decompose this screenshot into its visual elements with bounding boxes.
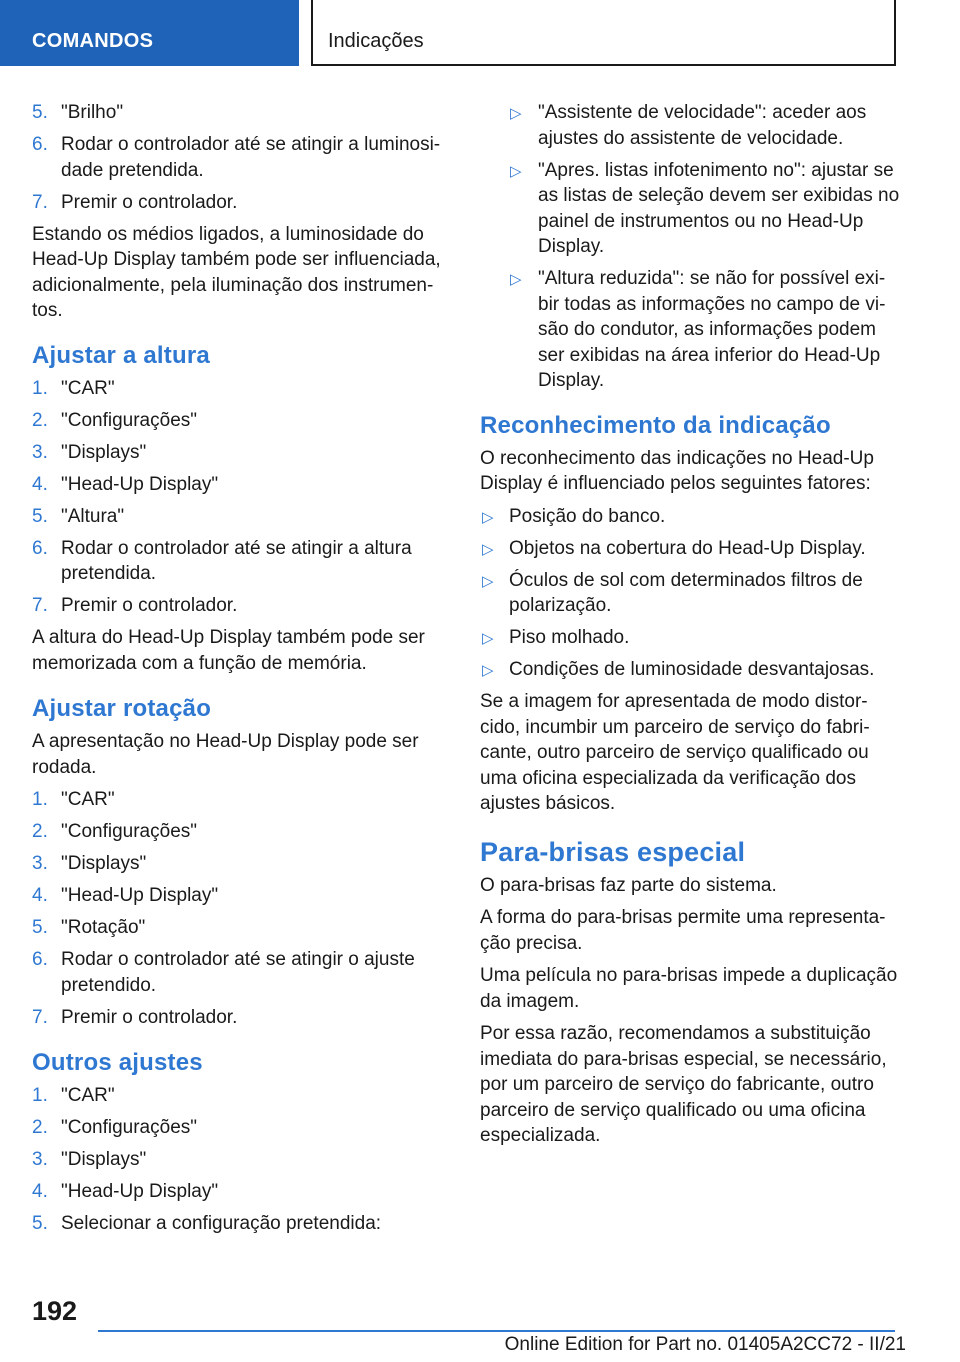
step-number: 6. bbox=[32, 134, 48, 155]
bullet-item bbox=[480, 625, 900, 651]
step-number: 5. bbox=[32, 917, 48, 938]
left-column bbox=[32, 100, 444, 1243]
step-item bbox=[32, 819, 444, 845]
bullet-item bbox=[480, 100, 900, 151]
step-text: "Configurações" bbox=[61, 821, 198, 842]
other-settings-steps bbox=[32, 1083, 444, 1237]
bullet-text: Posição do banco. bbox=[509, 505, 666, 527]
step-item bbox=[32, 1115, 444, 1141]
step-number: 3. bbox=[32, 853, 48, 874]
triangle-bullet-icon: ▷ bbox=[482, 572, 494, 590]
bullet-item bbox=[480, 568, 900, 619]
step-item bbox=[32, 1083, 444, 1109]
triangle-bullet-icon: ▷ bbox=[510, 271, 522, 288]
triangle-bullet-icon: ▷ bbox=[482, 630, 494, 647]
bullet-item bbox=[480, 536, 900, 562]
step-number: 4. bbox=[32, 885, 48, 906]
page-number: 192 bbox=[32, 1296, 78, 1326]
bullet-text: Condições de luminosidade desvantajosas. bbox=[509, 659, 875, 680]
step-item bbox=[32, 851, 444, 877]
step-text: "Brilho" bbox=[61, 102, 124, 123]
step-number: 1. bbox=[32, 377, 48, 399]
section-tab: COMANDOS bbox=[0, 0, 299, 66]
step-number: 5. bbox=[32, 102, 48, 123]
step-number: 7. bbox=[32, 595, 48, 616]
heading-outros-ajustes: Outros ajustes bbox=[32, 1049, 203, 1076]
bullet-item bbox=[480, 504, 900, 530]
bullet-text: Piso molhado. bbox=[509, 627, 630, 648]
step-item bbox=[32, 915, 444, 941]
step-text: Premir o controlador. bbox=[61, 1006, 238, 1028]
step-item bbox=[32, 1147, 444, 1173]
step-text: "Head-Up Display" bbox=[61, 473, 219, 495]
height-steps bbox=[32, 376, 444, 619]
triangle-bullet-icon: ▷ bbox=[482, 508, 494, 526]
intro-paragraph: Estando os médios ligados, a luminosidade do Head-Up Display também pode ser influenciada, adicionalmente, pela iluminação dos instrumen‐tos. bbox=[32, 223, 441, 321]
factors-list bbox=[480, 504, 900, 683]
step-item bbox=[32, 132, 444, 183]
step-text: "Displays" bbox=[61, 1149, 147, 1170]
step-item bbox=[32, 472, 444, 498]
step-number: 2. bbox=[32, 821, 48, 842]
bullet-item bbox=[480, 266, 900, 394]
step-number: 6. bbox=[32, 537, 48, 559]
footer-divider bbox=[98, 1330, 895, 1332]
bullet-text: "Apres. listas infotenimento no": ajustar se as listas de seleção devem ser exibidas no painel de instrumentos ou no Head-Up Display. bbox=[538, 159, 900, 257]
brightness-steps bbox=[32, 100, 444, 215]
chapter-title: Indicações bbox=[311, 0, 896, 66]
bullet-item bbox=[480, 158, 900, 260]
page-header bbox=[0, 0, 960, 66]
step-item bbox=[32, 536, 444, 587]
step-text: "Head-Up Display" bbox=[61, 1181, 219, 1202]
recognition-paragraph: O reconhecimento das indicações no Head-Up Display é influenciado pelos seguintes fatores: bbox=[480, 447, 874, 494]
height-paragraph: A altura do Head-Up Display também pode ser memorizada com a função de memória. bbox=[32, 627, 425, 674]
step-text: "Configurações" bbox=[61, 1117, 198, 1138]
step-text: Selecionar a configuração pretendida: bbox=[61, 1213, 382, 1234]
step-text: "Configurações" bbox=[61, 409, 198, 431]
step-number: 3. bbox=[32, 441, 48, 463]
step-number: 5. bbox=[32, 505, 48, 527]
step-item bbox=[32, 593, 444, 619]
step-text: "Displays" bbox=[61, 441, 147, 463]
step-text: Premir o controlador. bbox=[61, 191, 238, 213]
step-text: "CAR" bbox=[61, 789, 115, 810]
step-item bbox=[32, 1179, 444, 1205]
triangle-bullet-icon: ▷ bbox=[482, 662, 494, 679]
windshield-paragraph-2: A forma do para-brisas permite uma representa‐ção precisa. bbox=[480, 907, 886, 954]
heading-para-brisas: Para-brisas especial bbox=[480, 836, 746, 867]
step-item bbox=[32, 883, 444, 909]
step-number: 6. bbox=[32, 949, 48, 970]
edition-note: Online Edition for Part no. 01405A2CC72 - II/21 bbox=[504, 1334, 906, 1355]
step-text: "Displays" bbox=[61, 853, 147, 874]
step-text: "Altura" bbox=[61, 505, 125, 527]
step-number: 1. bbox=[32, 789, 48, 810]
step-text: "Head-Up Display" bbox=[61, 885, 219, 906]
rotation-paragraph: A apresentação no Head-Up Display pode ser rodada. bbox=[32, 731, 419, 778]
step-item bbox=[32, 1005, 444, 1031]
bullet-text: Objetos na cobertura do Head-Up Display. bbox=[509, 537, 866, 559]
step-text: "CAR" bbox=[61, 377, 115, 399]
step-number: 4. bbox=[32, 473, 48, 495]
step-number: 1. bbox=[32, 1085, 48, 1106]
distortion-paragraph: Se a imagem for apresentada de modo distor‐cido, incumbir um parceiro de serviço do fabri‐cante, outro parceiro de serviço qualificado ou uma oficina especializada da verificação dos ajustes básicos. bbox=[480, 691, 870, 814]
step-number: 3. bbox=[32, 1149, 48, 1170]
step-item bbox=[32, 190, 444, 216]
windshield-paragraph-4: Por essa razão, recomendamos a substituição imediata do para-brisas especial, se necessário, por um parceiro de serviço do fabricante, outro parceiro de serviço qualificado ou uma oficina especializada. bbox=[480, 1023, 887, 1146]
step-text: Rodar o controlador até se atingir o ajuste pretendido. bbox=[61, 949, 415, 996]
triangle-bullet-icon: ▷ bbox=[510, 105, 522, 122]
step-item bbox=[32, 787, 444, 813]
step-text: Rodar o controlador até se atingir a luminosi‐dade pretendida. bbox=[61, 134, 441, 181]
triangle-bullet-icon: ▷ bbox=[482, 540, 494, 558]
step-item bbox=[32, 1211, 444, 1237]
step-item bbox=[32, 100, 444, 126]
step-text: "Rotação" bbox=[61, 917, 146, 938]
step-text: Rodar o controlador até se atingir a altura pretendida. bbox=[61, 537, 412, 584]
windshield-paragraph-1: O para-brisas faz parte do sistema. bbox=[480, 874, 777, 896]
bullet-text: "Assistente de velocidade": aceder aos ajustes do assistente de velocidade. bbox=[538, 102, 867, 149]
step-item bbox=[32, 947, 444, 998]
step-item bbox=[32, 440, 444, 466]
step-text: "CAR" bbox=[61, 1085, 115, 1106]
step-item bbox=[32, 376, 444, 402]
right-column bbox=[480, 100, 900, 1156]
heading-reconhecimento: Reconhecimento da indicação bbox=[480, 411, 831, 439]
bullet-text: "Altura reduzida": se não for possível exi‐bir todas as informações no campo de vi‐são do condutor, as informações podem ser exibidas na área inferior do Head-Up Display. bbox=[538, 268, 886, 391]
step-item bbox=[32, 408, 444, 434]
settings-options-list bbox=[480, 100, 900, 394]
step-number: 7. bbox=[32, 1006, 48, 1028]
triangle-bullet-icon: ▷ bbox=[510, 162, 522, 180]
step-number: 2. bbox=[32, 1117, 48, 1138]
step-number: 7. bbox=[32, 191, 48, 213]
heading-ajustar-rotacao: Ajustar rotação bbox=[32, 695, 212, 722]
step-number: 2. bbox=[32, 409, 48, 431]
heading-ajustar-altura: Ajustar a altura bbox=[32, 341, 210, 369]
bullet-text: Óculos de sol com determinados filtros de polarização. bbox=[509, 569, 863, 616]
bullet-item bbox=[480, 657, 900, 683]
windshield-paragraph-3: Uma película no para-brisas impede a duplicação da imagem. bbox=[480, 965, 898, 1012]
step-text: Premir o controlador. bbox=[61, 595, 238, 616]
rotation-steps bbox=[32, 787, 444, 1030]
step-number: 4. bbox=[32, 1181, 48, 1202]
step-item bbox=[32, 504, 444, 530]
step-number: 5. bbox=[32, 1213, 48, 1234]
